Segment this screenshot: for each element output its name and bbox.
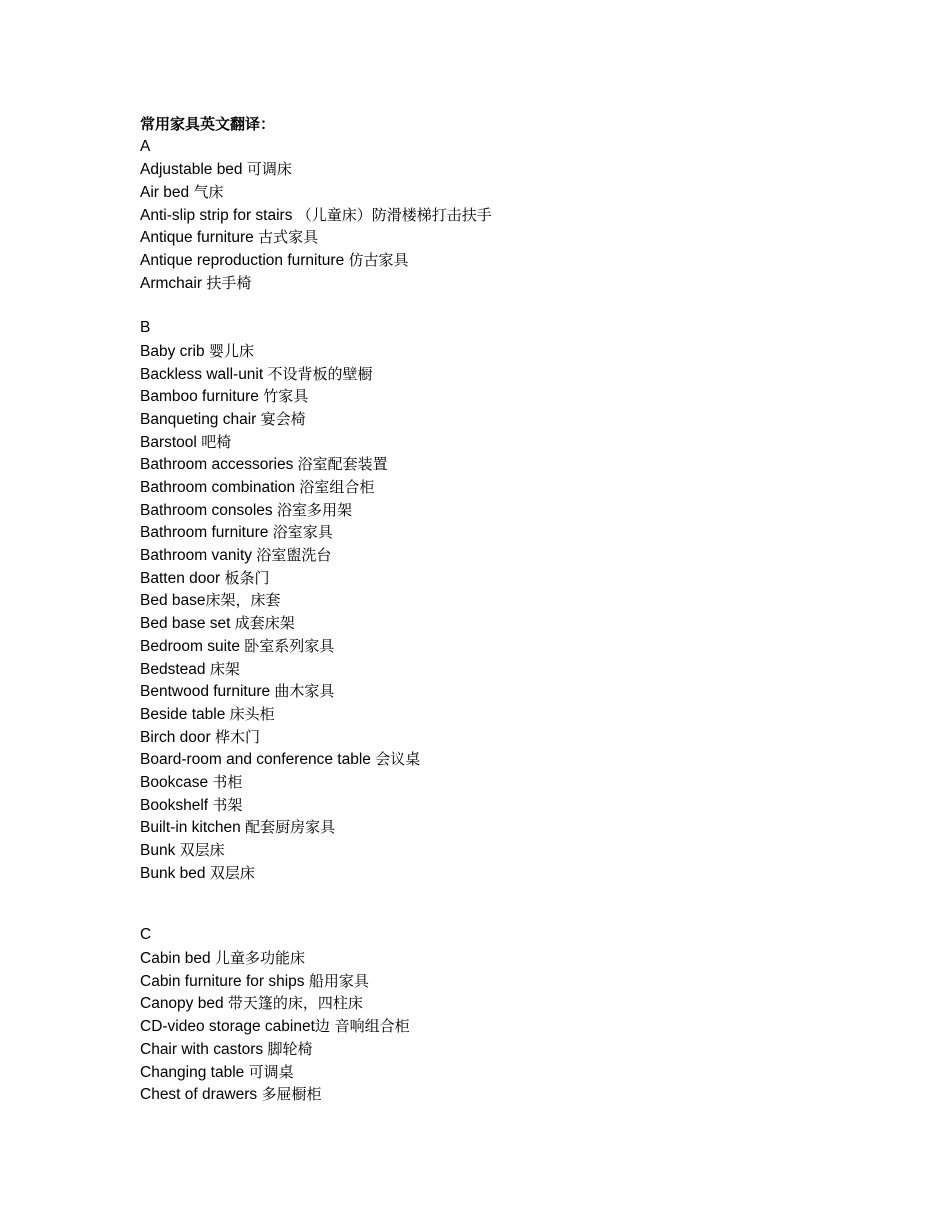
section-spacer <box>140 884 920 924</box>
entry-zh: 船用家具 <box>308 971 369 990</box>
entry-en: Armchair <box>140 274 203 292</box>
entry-zh: （儿童床）防滑楼梯打击扶手 <box>296 205 492 224</box>
entry-bathroom-consoles <box>140 499 920 522</box>
entry-zh: 宴会椅 <box>260 409 306 428</box>
entry-en: Bedroom suite <box>140 637 240 655</box>
section-letter-c: C <box>140 926 152 944</box>
entry-bathroom-furniture <box>140 521 920 544</box>
entry-en: Cabin bed <box>140 950 211 968</box>
section-letter-a: A <box>140 137 151 155</box>
entry-en: Antique furniture <box>140 229 254 247</box>
entry-built-in-kitchen <box>140 816 920 839</box>
entry-en: Bunk <box>140 842 176 859</box>
entry-zh: 床头柜 <box>229 704 275 723</box>
entry-antique-furniture <box>140 226 920 249</box>
entry-bathroom-accessories <box>140 453 920 476</box>
entry-en: Adjustable bed <box>140 161 243 179</box>
entry-en: Batten door <box>140 569 221 587</box>
entry-zh: 吧椅 <box>201 432 232 451</box>
entry-en: CD-video storage cabinet <box>140 1018 315 1036</box>
entry-en: Backless wall-unit <box>140 365 264 383</box>
entry-banqueting-chair <box>140 408 920 431</box>
entry-en: Banqueting chair <box>140 410 257 428</box>
entry-en: Bathroom combination <box>140 479 296 496</box>
entry-canopy-bed <box>140 992 920 1015</box>
entry-changing-table <box>140 1061 920 1084</box>
entry-en: Bed base <box>140 592 206 610</box>
entry-zh: 成套床架 <box>234 614 295 633</box>
entry-birch-door <box>140 726 920 749</box>
entry-zh: 曲木家具 <box>274 682 335 701</box>
entry-zh: 板条门 <box>224 568 270 587</box>
entry-zh: 可调桌 <box>248 1062 294 1081</box>
entry-bentwood-furniture <box>140 680 920 703</box>
entry-batten-door <box>140 567 920 590</box>
section-letter-b: B <box>140 319 151 337</box>
entry-en: Bathroom accessories <box>140 456 294 474</box>
entry-zh: 可调床 <box>246 160 292 179</box>
entry-en: Bookshelf <box>140 796 209 814</box>
entry-en: Board-room and conference table <box>140 751 371 769</box>
entry-zh: 多屉橱柜 <box>261 1085 322 1104</box>
entry-cd-video-cabinet <box>140 1015 920 1038</box>
entry-zh: 古式家具 <box>258 228 319 247</box>
entry-en: Bookcase <box>140 773 209 791</box>
entry-en: Baby crib <box>140 342 205 360</box>
entry-zh: 浴室组合柜 <box>299 478 375 496</box>
entry-chair-with-castors <box>140 1038 920 1061</box>
entry-zh: 书架 <box>212 795 243 814</box>
entry-baby-crib <box>140 340 920 363</box>
entry-en: Birch door <box>140 728 211 746</box>
entry-bathroom-vanity <box>140 544 920 567</box>
entry-zh: 会议桌 <box>375 750 421 769</box>
entry-en: Canopy bed <box>140 995 224 1013</box>
entry-bed-base-set <box>140 612 920 635</box>
entry-zh: 边 音响组合柜 <box>314 1017 410 1036</box>
entry-bookcase <box>140 771 920 794</box>
entry-en: Bathroom consoles <box>140 501 273 519</box>
entry-armchair <box>140 272 920 295</box>
section-spacer <box>140 295 920 318</box>
entry-en: Barstool <box>140 433 197 451</box>
entry-zh: 浴室家具 <box>272 523 333 542</box>
document-title <box>140 113 920 136</box>
entry-bunk-bed <box>140 862 920 885</box>
entry-backless-wall-unit <box>140 363 920 386</box>
entry-en: Anti-slip strip for stairs <box>140 206 293 224</box>
entry-en: Built-in kitchen <box>140 819 241 837</box>
entry-zh: 带天篷的床，四柱床 <box>227 994 363 1013</box>
entry-en: Bed base set <box>140 615 231 633</box>
entry-zh: 双层床 <box>179 841 225 859</box>
entry-zh: 仿古家具 <box>348 251 409 270</box>
entry-zh: 双层床 <box>209 863 255 882</box>
entry-zh: 床架 <box>209 659 240 678</box>
entry-board-room-table <box>140 748 920 771</box>
entry-zh: 床架，床套 <box>205 591 281 610</box>
entry-antique-reproduction <box>140 249 920 272</box>
entry-en: Bamboo furniture <box>140 388 259 406</box>
entry-bamboo-furniture <box>140 385 920 408</box>
entry-en: Chest of drawers <box>140 1086 258 1104</box>
entry-en: Bathroom vanity <box>140 547 252 565</box>
entry-en: Changing table <box>140 1063 245 1081</box>
entry-bedstead <box>140 658 920 681</box>
entry-cabin-bed <box>140 947 920 970</box>
entry-en: Bunk bed <box>140 864 206 882</box>
document-body <box>140 113 920 1106</box>
entry-zh: 桦木门 <box>214 727 260 746</box>
entry-barstool <box>140 431 920 454</box>
entry-zh: 书柜 <box>212 772 243 791</box>
entry-en: Cabin furniture for ships <box>140 972 305 990</box>
entry-en: Air bed <box>140 184 190 202</box>
entry-zh: 儿童多功能床 <box>214 949 305 968</box>
entry-bathroom-combination <box>140 476 920 499</box>
entry-adjustable-bed <box>140 158 920 181</box>
entry-zh: 扶手椅 <box>206 273 252 292</box>
entry-bed-base <box>140 589 920 612</box>
document-title-text: 常用家具英文翻译： <box>140 115 276 133</box>
entry-air-bed <box>140 181 920 204</box>
entry-zh: 不设背板的壁橱 <box>267 364 373 383</box>
entry-zh: 浴室多用架 <box>277 500 353 519</box>
entry-zh: 竹家具 <box>263 387 309 406</box>
entry-cabin-furniture-ships <box>140 970 920 993</box>
entry-zh: 浴室盥洗台 <box>256 546 332 565</box>
entry-en: Antique reproduction furniture <box>140 252 345 270</box>
entry-chest-of-drawers <box>140 1083 920 1106</box>
entry-anti-slip-strip <box>140 204 920 227</box>
entry-en: Bedstead <box>140 660 206 678</box>
entry-zh: 浴室配套装置 <box>297 455 388 474</box>
entry-zh: 卧室系列家具 <box>244 636 335 655</box>
entry-en: Bathroom furniture <box>140 524 269 542</box>
entry-en: Bentwood furniture <box>140 683 271 701</box>
entry-bedroom-suite <box>140 635 920 658</box>
entry-beside-table <box>140 703 920 726</box>
entry-bookshelf <box>140 794 920 817</box>
entry-en: Chair with castors <box>140 1040 264 1058</box>
entry-bunk <box>140 839 920 862</box>
entry-en: Beside table <box>140 705 226 723</box>
entry-zh: 脚轮椅 <box>267 1039 313 1058</box>
entry-zh: 婴儿床 <box>208 341 254 360</box>
entry-zh: 气床 <box>193 183 224 202</box>
entry-zh: 配套厨房家具 <box>245 818 336 837</box>
